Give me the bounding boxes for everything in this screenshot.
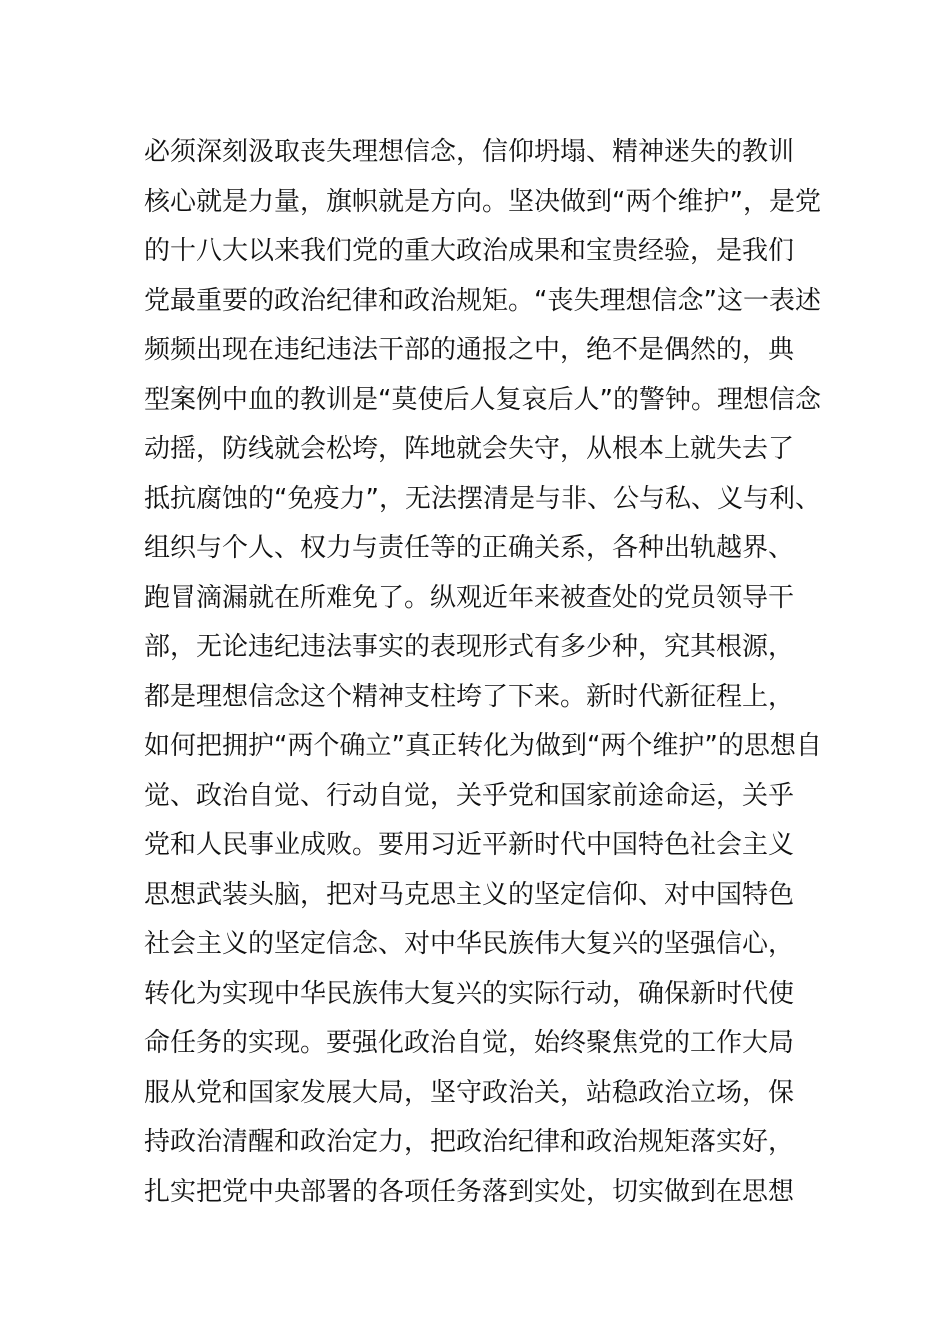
text-line-17: 社会主义的坚定信念、对中华民族伟大复兴的坚强信心，	[144, 929, 795, 959]
text-line-19: 命任务的实现。要强化政治自觉，始终聚焦党的工作大局	[144, 1028, 795, 1058]
text-line-14: 觉、政治自觉、行动自觉，关乎党和国家前途命运，关乎	[144, 780, 795, 811]
text-line-9: 组织与个人、权力与责任等的正确关系，各种出轨越界、	[144, 533, 795, 563]
text-line-6: 型案例中血的教训是“莫使后人复哀后人”的警钟。理想信念	[144, 384, 821, 415]
text-line-16: 思想武装头脑，把对马克思主义的坚定信仰、对中国特色	[144, 879, 795, 910]
text-line-5: 频频出现在违纪违法干部的通报之中，绝不是偶然的，典	[144, 335, 795, 365]
text-line-7: 动摇，防线就会松垮，阵地就会失守，从根本上就失去了	[144, 434, 795, 464]
text-line-10: 跑冒滴漏就在所难免了。纵观近年来被查处的党员领导干	[144, 582, 795, 613]
text-line-8: 抵抗腐蚀的“免疫力”，无法摆清是与非、公与私、义与利、	[144, 483, 821, 514]
body-paragraph	[144, 128, 824, 1217]
text-line-15: 党和人民事业成败。要用习近平新时代中国特色社会主义	[144, 830, 795, 860]
text-line-22: 扎实把党中央部署的各项任务落到实处，切实做到在思想	[144, 1176, 795, 1207]
text-line-2: 核心就是力量，旗帜就是方向。坚决做到“两个维护”，是党	[144, 186, 821, 217]
text-line-1: 必须深刻汲取丧失理想信念，信仰坍塌、精神迷失的教训	[144, 137, 795, 167]
text-line-12: 都是理想信念这个精神支柱垮了下来。新时代新征程上，	[144, 681, 795, 712]
text-line-20: 服从党和国家发展大局，坚守政治关，站稳政治立场，保	[144, 1077, 795, 1108]
text-line-11: 部，无论违纪违法事实的表现形式有多少种，究其根源，	[144, 632, 795, 662]
text-line-3: 的十八大以来我们党的重大政治成果和宝贵经验，是我们	[144, 236, 795, 266]
text-line-4: 党最重要的政治纪律和政治规矩。“丧失理想信念”这一表述	[144, 285, 821, 316]
text-line-18: 转化为实现中华民族伟大复兴的实际行动，确保新时代使	[144, 978, 795, 1009]
text-line-21: 持政治清醒和政治定力，把政治纪律和政治规矩落实好，	[144, 1127, 795, 1157]
text-line-13: 如何把拥护“两个确立”真正转化为做到“两个维护”的思想自	[144, 731, 822, 761]
